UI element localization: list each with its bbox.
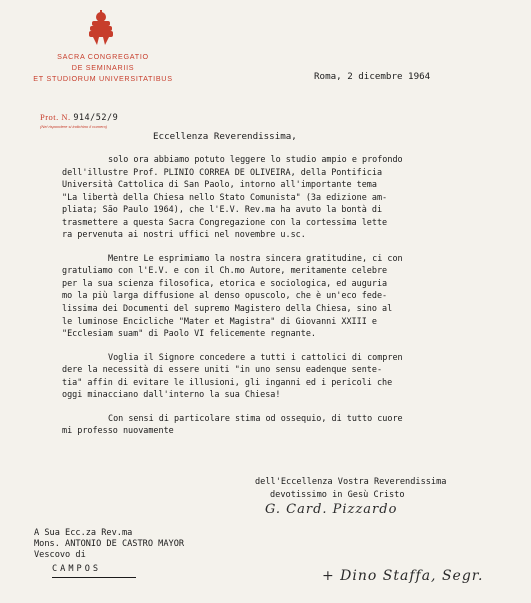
body-paragraph [62,351,482,401]
letterhead-line-1: SACRA CONGREGATIO [57,52,149,61]
salutation: Eccellenza Reverendissima, [153,131,297,142]
body-paragraph [62,252,482,340]
body-line: mo la più larga diffusione al denso opuscolo, che è un'eco fede- [62,290,388,301]
body-line: tia" affin di evitare le illusioni, gli inganni ed i pericoli che [62,376,393,387]
protocol-value: 914/52/9 [73,113,119,123]
body-line: lissima dei Documenti del supremo Magistero della Chiesa, sino al [62,303,393,314]
letterhead-line-2: DE SEMINARIIS [71,63,135,72]
protocol-number [40,112,118,123]
protocol-label: Prot. N. [40,112,71,122]
protocol-note: (Nel rispondere si indichino il numero) [40,124,108,129]
body-line: gratuliamo con l'E.V. e con il Ch.mo Autore, meritamente celebre [62,265,388,276]
body-line: dere la necessità di essere uniti "in uno sensu eadenque sente- [62,364,383,375]
closing-line-1: dell'Eccellenza Vostra Reverendissima [255,477,447,487]
address-line-1: A Sua Ecc.za Rev.ma [34,528,133,538]
body-line: Con sensi di particolare stima od ossequio, di tutto cuore [108,412,403,423]
address-line-2: Mons. ANTONIO DE CASTRO MAYOR [34,539,185,549]
closing-line-2: devotissimo in Gesù Cristo [270,490,405,500]
papal-crest-icon [84,10,118,46]
body-line: Università Cattolica di San Paolo, intorno all'importante tema [62,179,377,190]
address-line-3: Vescovo di [34,550,86,560]
body-line: "La libertà della Chiesa nello Stato Comunista" (3a edizione am- [62,191,388,202]
body-line: trasmettere a questa Sacra Congregazione con la cortessima lette [62,216,388,227]
body-line: le luminose Encicliche "Mater et Magistra" di Giovanni XXIII e [62,315,377,326]
body-line: mi professo nuovamente [62,425,174,436]
secretary-signature: + Dino Staffa, Segr. [322,568,484,584]
body-line: oggi minacciano dall'interno la sua Chiesa! [62,389,281,400]
body-line: Mentre Le esprimiamo la nostra sincera gratitudine, ci con [108,252,403,263]
body-line: dell'illustre Prof. PLINIO CORREA DE OLIVEIRA, della Pontificia [62,166,383,177]
body-paragraph [62,153,482,241]
body-line: pliata; São Paulo 1964), che l'E.V. Rev.ma ha avuto la bontà di [62,204,383,215]
body-paragraph [62,412,482,437]
address-underline [52,577,136,578]
body-line: ra pervenuta ai nostri uffici nel novembre u.sc. [62,229,306,240]
body-line: solo ora abbiamo potuto leggere lo studio ampio e profondo [108,154,403,164]
body-line: "Ecclesiam suam" di Paolo VI felicemente regnante. [62,328,316,339]
letter-date: Roma, 2 dicembre 1964 [314,71,431,82]
body-line: per la sua scienza filosofica, etorica e sociologica, ed auguria [62,277,388,288]
cardinal-signature: G. Card. Pizzardo [265,502,398,517]
body-line: Voglia il Signore concedere a tutti i cattolici di compren [108,351,403,362]
letter-body [62,153,482,448]
address-line-4: CAMPOS [52,564,102,574]
letterhead-line-3: ET STUDIORUM UNIVERSITATIBUS [33,74,173,83]
